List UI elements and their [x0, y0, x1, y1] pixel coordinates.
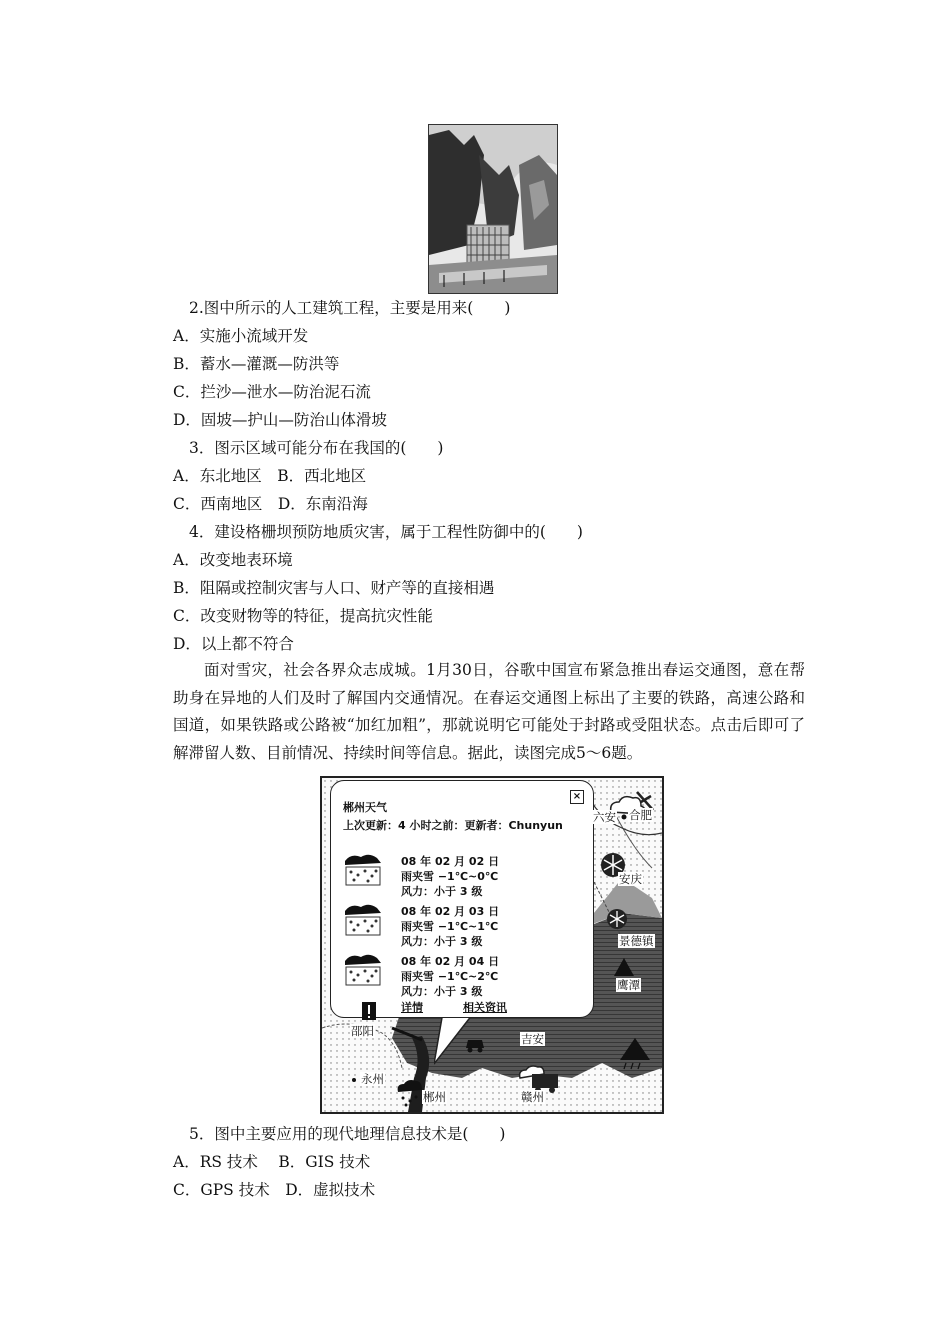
question-4-option-b: B．阻隔或控制灾害与人口、财产等的直接相遇 — [173, 579, 495, 597]
question-4-option-c: C．改变财物等的特征，提高抗灾性能 — [173, 607, 433, 625]
grid-dam-photo — [428, 124, 558, 294]
city-luan: 六安 — [593, 810, 616, 824]
city-ganzhou: 赣州 — [521, 1090, 544, 1104]
question-3-options-ab: A．东北地区 B．西北地区 — [173, 467, 367, 485]
question-2-option-b: B．蓄水—灌溉—防洪等 — [173, 355, 340, 373]
popup-updated: 上次更新：4 小时之前：更新者：Chunyun — [343, 819, 563, 832]
forecast-1-date: 08 年 02 月 02 日 — [401, 855, 500, 868]
question-2-option-d: D．固坡—护山—防治山体滑坡 — [173, 411, 387, 429]
passage-paragraph: 面对雪灾，社会各界众志成城。1月30日，谷歌中国宣布紧急推出春运交通图，意在帮助身在异地的人们及时了解国内交通情况。在春运交通图上标出了主要的铁路，高速公路和国道，如果铁路或公路被“加红加粗”，那就说明它可能处于封路或受阻状态。点击后即可了解滞留人数、目前情况、持续时间等信息。据此，读图完成5～6题。 — [173, 661, 805, 762]
question-5-stem: 5．图中主要应用的现代地理信息技术是( ) — [189, 1125, 506, 1143]
question-4-option-a: A．改变地表环境 — [173, 551, 293, 569]
forecast-2-date: 08 年 02 月 03 日 — [401, 905, 500, 918]
detail-link[interactable]: 详情 — [401, 1001, 423, 1014]
city-shaoyang: 邵阳 — [351, 1024, 374, 1038]
question-5-options-cd: C．GPS 技术 D．虚拟技术 — [173, 1181, 376, 1199]
city-jingdezhen: 景德镇 — [619, 934, 654, 948]
forecast-1-weather: 雨夹雪 −1℃~0℃ — [401, 870, 499, 883]
city-anqing: 安庆 — [619, 872, 642, 886]
question-3-stem: 3．图示区域可能分布在我国的( ) — [189, 439, 444, 457]
question-4-option-d: D．以上都不符合 — [173, 635, 294, 653]
question-2-option-c: C．拦沙—泄水—防治泥石流 — [173, 383, 371, 401]
question-3-options-cd: C．西南地区 D．东南沿海 — [173, 495, 368, 513]
question-2-stem: 2.图中所示的人工建筑工程，主要是用来( ) — [189, 299, 511, 317]
close-icon[interactable]: × — [570, 790, 584, 804]
city-yongzhou: 永州 — [361, 1072, 384, 1086]
city-hefei: 合肥 — [629, 808, 652, 822]
city-jian: 吉安 — [521, 1032, 544, 1046]
question-2-option-a: A．实施小流域开发 — [173, 327, 309, 345]
forecast-3-wind: 风力：小于 3 级 — [401, 985, 483, 998]
forecast-3-date: 08 年 02 月 04 日 — [401, 955, 500, 968]
question-5-options-ab: A．RS 技术 B．GIS 技术 — [173, 1153, 371, 1171]
forecast-1-wind: 风力：小于 3 级 — [401, 885, 483, 898]
forecast-2-weather: 雨夹雪 −1℃~1℃ — [401, 920, 499, 933]
popup-title: 郴州天气 — [343, 801, 387, 814]
spring-travel-traffic-map — [320, 776, 664, 1114]
city-chenzhou: 郴州 — [423, 1090, 446, 1104]
city-yingtan: 鹰潭 — [617, 978, 640, 992]
forecast-2-wind: 风力：小于 3 级 — [401, 935, 483, 948]
forecast-3-weather: 雨夹雪 −1℃~2℃ — [401, 970, 499, 983]
related-news-link[interactable]: 相关资讯 — [463, 1001, 507, 1014]
city-markers — [322, 778, 662, 1112]
question-4-stem: 4．建设格栅坝预防地质灾害，属于工程性防御中的( ) — [189, 523, 583, 541]
